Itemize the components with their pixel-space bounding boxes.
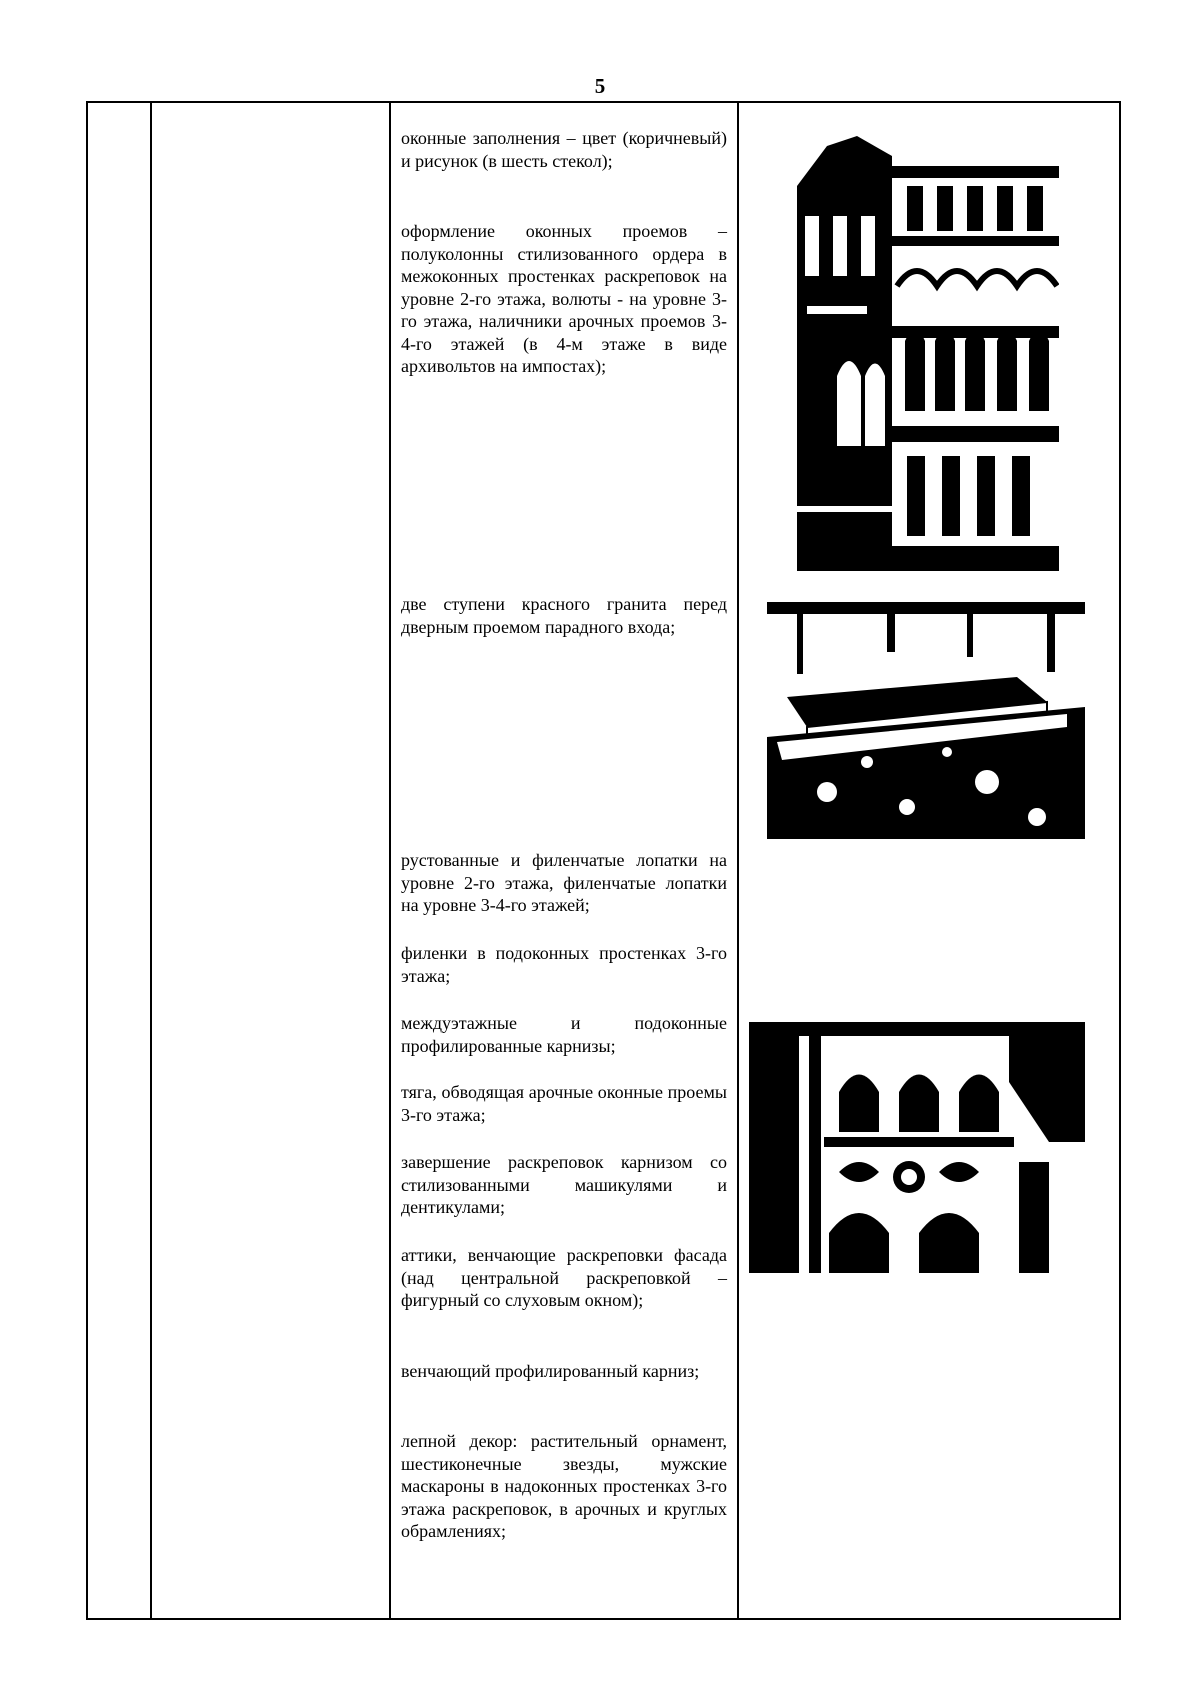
description-paragraph: оформление оконных проемов – полуколонны стилизованного ордера в межоконных простенках раскреповок на уровне 2-го этажа, волюты - на уровне 3-го этажа, наличники арочных проемов 3-4-го этажей (в 4-м этаже в виде архивольтов на импостах); <box>401 221 727 376</box>
column-border-2 <box>150 101 152 1619</box>
column-border-4 <box>737 101 739 1619</box>
table-top-border <box>86 101 1121 103</box>
description-paragraph: лепной декор: растительный орнамент, шестиконечные звезды, мужские маскароны в надоконных простенках 3-го этажа раскреповок, в арочных и круглых обрамлениях; <box>401 1431 727 1541</box>
arcade-ornament-photo <box>749 1022 1085 1273</box>
description-paragraph: тяга, обводящая арочные оконные проемы 3-го этажа; <box>401 1082 727 1125</box>
column-border-5 <box>1119 101 1121 1619</box>
description-paragraph: оконные заполнения – цвет (коричневый) и рисунок (в шесть стекол); <box>401 128 727 171</box>
granite-steps-photo <box>767 602 1085 839</box>
description-paragraph: завершение раскреповок карнизом со стилизованными машикулями и дентикулами; <box>401 1152 727 1217</box>
column-border-1 <box>86 101 88 1619</box>
description-paragraph: междуэтажные и подоконные профилированные карнизы; <box>401 1013 727 1056</box>
description-paragraph: аттики, венчающие раскреповки фасада (над центральной раскреповкой – фигурный со слуховым окном); <box>401 1245 727 1310</box>
column-border-3 <box>389 101 391 1619</box>
facade-windows-photo <box>797 126 1059 571</box>
description-paragraph: филенки в подоконных простенках 3-го этажа; <box>401 943 727 986</box>
description-paragraph: две ступени красного гранита перед дверным проемом парадного входа; <box>401 594 727 637</box>
page-number: 5 <box>594 74 606 98</box>
description-paragraph: рустованные и филенчатые лопатки на уровне 2-го этажа, филенчатые лопатки на уровне 3-4-го этажей; <box>401 850 727 915</box>
description-paragraph: венчающий профилированный карниз; <box>401 1361 700 1381</box>
table-bottom-border <box>86 1618 1121 1620</box>
